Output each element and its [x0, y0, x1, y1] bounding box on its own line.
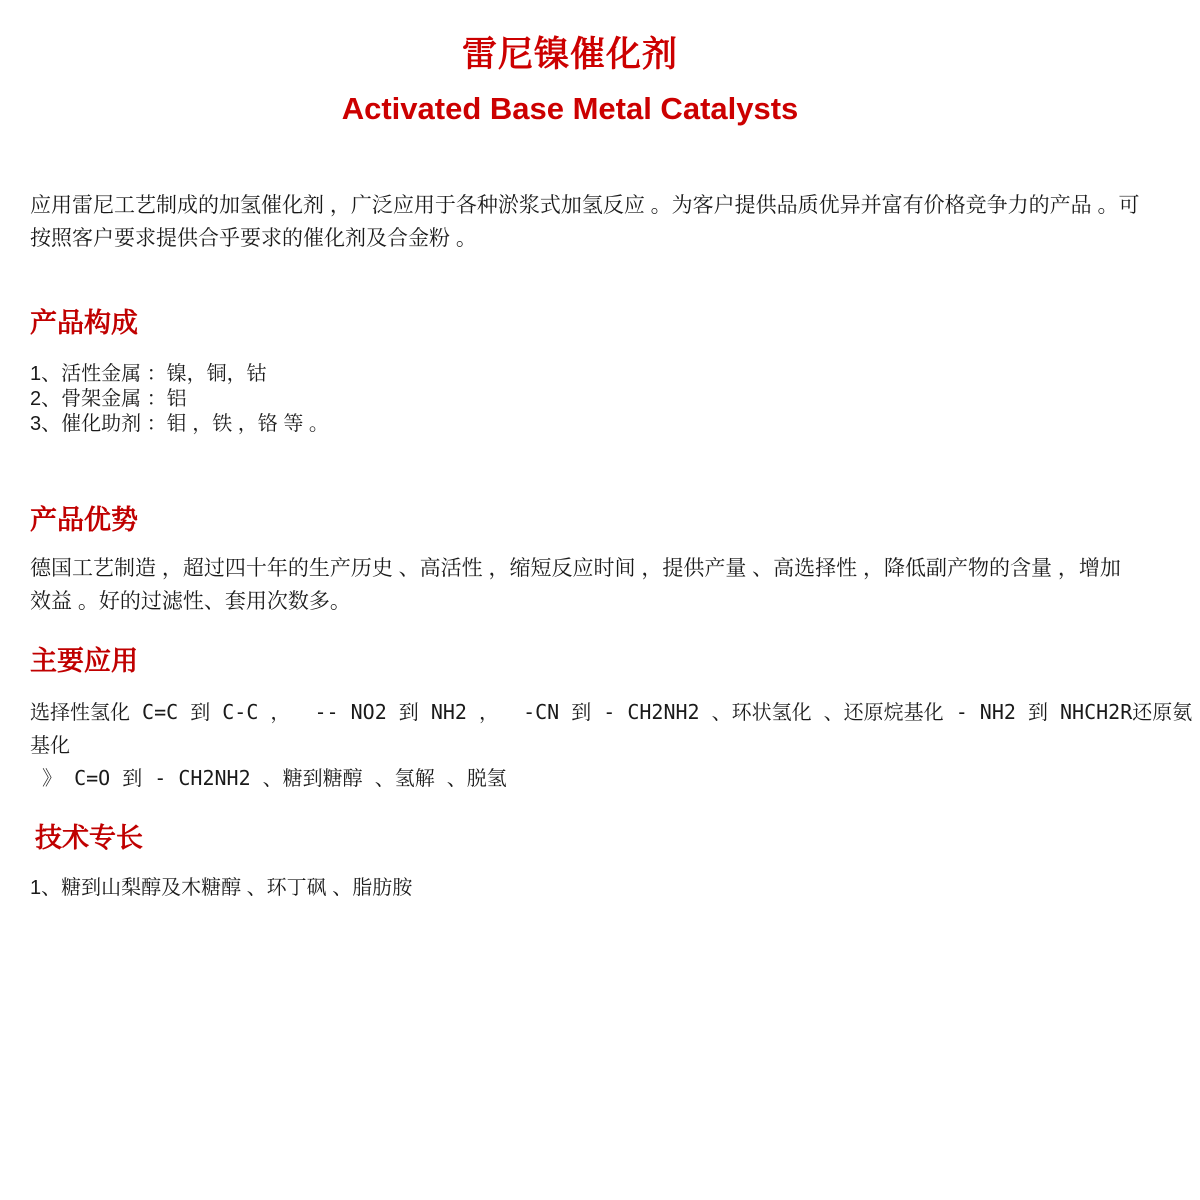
main-application-paragraph — [30, 696, 1200, 795]
intro-line-1: 应用雷尼工艺制成的加氢催化剂 ，广泛应用于各种淤浆式加氢反应 。为客户提供品质优异并富有价格竞争力的产品 。可 — [30, 194, 1140, 217]
section-product-composition — [30, 308, 1200, 437]
intro-line-2: 按照客户要求提供合乎要求的催化剂及合金粉 。 — [30, 227, 477, 250]
advantage-line-1: 德国工艺制造 ，超过四十年的生产历史 、高活性 ，缩短反应时间 ，提供产量 、高选择性 ，降低副产物的含量 ，增加 — [30, 557, 1121, 580]
section-product-advantage — [30, 505, 1200, 618]
section-technical-expertise — [30, 823, 1200, 901]
product-advantage-paragraph — [30, 552, 1200, 618]
intro-paragraph — [30, 189, 1200, 255]
heading-main-application: 主要应用 — [30, 646, 138, 676]
page-subtitle: Activated Base Metal Catalysts — [341, 91, 799, 126]
heading-product-composition: 产品构成 — [30, 308, 138, 338]
product-composition-list — [30, 362, 1200, 437]
catalyst-product-document — [0, 35, 1200, 1200]
heading-product-advantage: 产品优势 — [30, 505, 138, 535]
page-title: 雷尼镍催化剂 — [461, 35, 678, 74]
application-line-2: 》 C=O 到 - CH2NH2 、糖到糖醇 、氢解 、脱氢 — [30, 766, 507, 790]
list-item: 3、催化助剂 ：钼 ，铁 ，铬 等 。 — [30, 413, 329, 435]
list-item: 1、糖到山梨醇及木糖醇 、环丁砜 、脂肪胺 — [30, 877, 413, 899]
heading-technical-expertise: 技术专长 — [35, 823, 143, 853]
list-item: 2、骨架金属 ：铝 — [30, 388, 187, 410]
advantage-line-2: 效益 。好的过滤性、套用次数多。 — [30, 590, 351, 613]
list-item: 1、活性金属 ：镍，铜，钴 — [30, 363, 267, 385]
technical-expertise-list — [30, 876, 1200, 901]
document-header — [30, 35, 1110, 127]
application-line-1: 选择性氢化 C=C 到 C-C ， -- NO2 到 NH2 ， -CN 到 - CH2NH2 、环状氢化 、还原烷基化 - NH2 到 NHCH2R还原氨基化 — [30, 700, 1193, 757]
section-main-application — [30, 646, 1200, 795]
